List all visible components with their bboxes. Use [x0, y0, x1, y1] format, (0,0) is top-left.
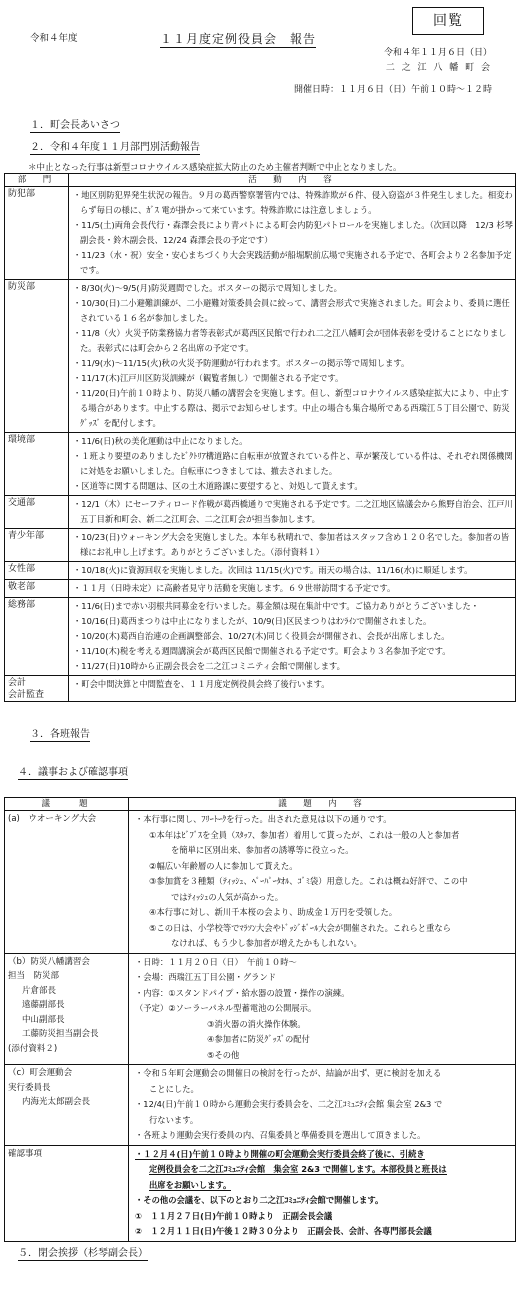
activity-cell — [69, 598, 516, 676]
activity-item: ・11/6(日)秋の美化運動は中止になりました。 — [73, 436, 248, 446]
agenda-title-line: 担当 防災部 — [8, 971, 60, 981]
agenda-content-line: ① １１月２７日(日)午前１０時より 正副会長会議 — [135, 1210, 333, 1221]
department-cell — [5, 496, 69, 529]
activity-item: ・10/16(日)葛西まつりは中止になりましたが、10/9(日)区民まつりはｵﾝﾗｲﾝで開催されました。 — [73, 616, 432, 626]
agenda-title-line: 遠藤副部長 — [22, 1000, 65, 1010]
agenda-title-line: 実行委員長 — [8, 1082, 51, 1093]
agenda-content-cell — [129, 811, 516, 954]
agenda-row — [5, 953, 516, 1065]
activity-item: ・10/23(日)ウォーキング大会を実施しました。本年も秋晴れで、参加者はスタッフ含め１２０名でした。参加者の皆様にお礼申し上げます。ありがとうございました。（添付資料１） — [73, 532, 510, 557]
activity-item: ・12/1（木）にセーフティロード作戦が葛西橋通りで実施される予定です。二之江地区協議会から熊野自治会、江戸川五丁目新和町会、新二之江町会、二之江町会が担当参加します。 — [73, 499, 513, 524]
department-name: 女性部 — [8, 564, 36, 574]
agenda-title-line: （c）町会運動会 — [8, 1068, 73, 1078]
activity-item: ・8/30(火)〜9/5(月)防災週間でした。ポスターの掲示で周知しました。 — [73, 283, 342, 293]
activity-item: ・区道等に関する問題は、区の土木道路課に要望すると、対処して貰えます。 — [73, 481, 363, 491]
agenda-title-line: （b）防災八幡講習会 — [8, 956, 90, 967]
agenda-title-line: 工藤防災担当副会長 — [22, 1029, 99, 1039]
activity-item: ・10/30(日)二小避難訓練が、二小避難対策委員会員に絞って、講習会形式で実施されました。町会より、委員に選任されている１６名が参加しました。 — [73, 298, 510, 323]
agenda-content-line: ・本行事に関し、ﾌﾘｰﾄｰｸを行った。出された意見は以下の通りです。 — [135, 814, 392, 824]
department-name: 総務部 — [8, 600, 36, 610]
agenda-content-line: なければ、もう少し参加者が増えたかもしれない。 — [171, 938, 362, 948]
agenda-content-line: ①本年はﾋﾞﾌﾞｽを全員（ｽﾀｯﾌ、参加者）着用して貰ったが、これは一般の人と参加者 — [149, 829, 460, 840]
agenda-row — [5, 1065, 516, 1146]
agenda-content-line: 行ないます。 — [149, 1114, 199, 1125]
agenda-content-line — [135, 1147, 512, 1163]
agenda-content-cell — [129, 953, 516, 1065]
activity-cell — [69, 187, 516, 280]
department-cell — [5, 562, 69, 580]
activity-item: ・11/6(日)まで赤い羽根共同募金を行いました。募金額は現在集計中です。ご協力ありがとうございました・ — [73, 601, 480, 611]
agenda-title-line: (添付資料２) — [8, 1043, 58, 1054]
department-cell — [5, 598, 69, 676]
section-5-heading: ５．閉会挨拶（杉琴副会長） — [18, 1248, 148, 1259]
section-4-heading: ４．議事および確認事項 — [18, 767, 128, 778]
agenda-content-line: ④本行事に対し、新川千本桜の会より、助成金１万円を受領した。 — [149, 907, 398, 917]
department-cell — [5, 433, 69, 496]
agenda-title-cell — [5, 953, 129, 1065]
agenda-content-line — [135, 1178, 512, 1194]
activity-row — [5, 433, 516, 496]
activity-cell — [69, 562, 516, 580]
header-agenda-content: 議 題 内 容 — [129, 798, 516, 811]
department-name: 交通部 — [8, 498, 36, 508]
activity-row — [5, 496, 516, 529]
document-title: １１月度定例役員会 報告 — [160, 32, 317, 46]
activity-report-table — [4, 173, 516, 702]
agenda-content-line: ・会場：西瑞江五丁目公園・グランド — [135, 972, 277, 982]
organization-name: 二 之 江 八 幡 町 会 — [385, 63, 492, 73]
department-cell — [5, 676, 69, 702]
underlined-text: 定例役員会を二之江ｺﾐｭﾆﾃｨ会館 集会室 2&3 で開催します。本部役員と班長は — [149, 1164, 447, 1174]
activity-cell — [69, 433, 516, 496]
activity-item: ・１班より要望のありましたﾋﾞｸﾄﾘｱ構道路に自転車が放置されている件と、草が繁茂している件は、それぞれ関係機関に対処をお願いしました。自転車につきましては、撤去されました。 — [73, 451, 513, 476]
department-name: 防災部 — [8, 282, 36, 292]
agenda-table — [4, 797, 516, 1242]
agenda-content-line: を簡単に区別出来、参加者の誘導等に役立った。 — [171, 845, 354, 855]
activity-row — [5, 187, 516, 280]
department-name: 会計 会計監査 — [8, 678, 45, 700]
activity-item: ・11/20(日)午前１０時より、防災八幡の講習会を実施します。但し、新型コロナウイルス感染症拡大により、中止する場合があります。中止する際は、掲示でお知らせします。中止の場合も集合場所である西瑞江５丁目公園で、防災ｸﾞｯｽﾞ を配付します。 — [73, 388, 510, 428]
agenda-title-line: 内海光太郎副会長 — [22, 1097, 91, 1107]
agenda-title-line: 片倉部長 — [22, 985, 57, 996]
activity-item: ・11/8（火）火災予防業務協力者等表彰式が葛西区民館で行われ二之江八幡町会が団体表彰を受けることになりました。表彰式には町会から２名出席の予定です。 — [73, 328, 507, 353]
agenda-content-line: ・12/4(日)午前１０時から運動会実行委員会を、二之江ｺﾐｭﾆﾃｨ会館 集会室 2&3 で — [135, 1099, 443, 1109]
fiscal-year: 令和４年度 — [30, 33, 78, 44]
activity-item: ・11/10(木)税を考える週間講演会が葛西区民館で開催される予定です。町会より３名参加予定です。 — [73, 646, 451, 656]
activity-cell — [69, 280, 516, 433]
agenda-content-line: ⑤この日は、小学校等でﾏﾗｿﾝ大会やﾄﾞｯｼﾞﾎﾞｰﾙ大会が開催された。これらと重なら — [149, 922, 451, 933]
meeting-datetime: 開催日時：１１月６日（日）午前１０時〜１２時 — [293, 85, 492, 95]
activity-row — [5, 280, 516, 433]
activity-row — [5, 562, 516, 580]
department-name: 敬老部 — [8, 582, 36, 592]
agenda-content-line: ・令和５年町会運動会の開催日の検討を行ったが、結論が出ず、更に検討を加える — [135, 1068, 442, 1078]
department-name: 環境部 — [8, 435, 36, 445]
activity-item: ・町会中間決算と中間監査を、１１月度定例役員会終了後行います。 — [73, 679, 330, 689]
activity-item: ・11/27(日)10時から正副会長会を二之江コミニティ会館で開催します。 — [73, 661, 345, 671]
activity-item: ・10/18(火)に資源回収を実施しました。次回は 11/15(火)です。雨天の場合は、11/16(水)に順延します。 — [73, 565, 473, 575]
activity-item: ・11/23（水・祝）安全・安心まちづくり大会実践活動が船堀駅前広場で実施される予定で、各町会より２名参加予定です。 — [73, 250, 512, 275]
section-1-heading: １．町会長あいさつ — [30, 120, 120, 131]
department-cell — [5, 187, 69, 280]
activity-item: ・11/17(木)江戸川区防災訓練が（観覧者無し）で開催される予定です。 — [73, 373, 344, 383]
agenda-title-cell — [5, 1065, 129, 1146]
activity-row — [5, 580, 516, 598]
activity-row — [5, 529, 516, 562]
report-date: 令和４年１１月６日（日） — [383, 48, 492, 58]
activity-cell — [69, 529, 516, 562]
agenda-content-line: ・その他の会議を、以下のとおり二之江ｺﾐｭﾆﾃｨ会館で開催します。 — [135, 1195, 384, 1205]
agenda-content-line: ② １２月１１日(日)午後１２時３０分より 正副会長、会計、各専門部長会議 — [135, 1226, 432, 1236]
agenda-title-line: 中山副部長 — [22, 1014, 65, 1025]
header-department: 部 門 — [5, 174, 69, 187]
activity-cell — [69, 496, 516, 529]
agenda-content-line: ②幅広い年齢層の人に参加して貰えた。 — [149, 860, 298, 871]
agenda-content-line: ではﾃｨｯｼｭの人気が高かった。 — [171, 891, 284, 902]
header-agenda: 議 題 — [5, 798, 129, 811]
agenda-content-line: ③参加賞を３種類（ﾃｨｯｼｭ、ﾍﾟｰﾊﾟｰﾀｵﾙ、ｺﾞﾐ袋）用意した。これは概ね好評で、この中 — [149, 876, 468, 886]
agenda-content-line: （予定）②ソーラーパネル型蓄電池の公開展示。 — [135, 1003, 317, 1013]
agenda-content-line — [135, 1162, 512, 1178]
agenda-content-cell — [129, 1145, 516, 1241]
activity-row — [5, 676, 516, 702]
activity-cell — [69, 676, 516, 702]
activity-item: ・10/20(木)葛西自治連の企画調整部会、10/27(木)同じく役員会が開催され、会長が出席しました。 — [73, 631, 450, 641]
underlined-text: ・１２月４(日)午前１０時より開催の町会運動会実行委員会終了後に、引続き — [135, 1148, 425, 1159]
agenda-row — [5, 1145, 516, 1241]
activity-item: ・１１月（日時未定）に高齢者見守り活動を実施します。６９世帯訪問する予定です。 — [73, 583, 396, 593]
agenda-content-line: ④参加者に防災ｸﾞｯｽﾞの配付 — [207, 1034, 310, 1044]
section-2-heading: ２．令和４年度１１月部門別活動報告 — [30, 142, 200, 153]
cancellation-note: ＊中止となった行事は新型コロナウイルス感染症拡大防止のため主催者判断で中止となりました。 — [28, 163, 402, 173]
agenda-content-line: ・日時：１１月２０日（日） 午前１０時〜 — [135, 956, 297, 967]
circulation-stamp: 回覧 — [412, 7, 484, 35]
section-3-heading: ３．各班報告 — [30, 729, 90, 740]
agenda-content-line: ・各班より運動会実行委員の内、召集委員と準備委員を選出して頂きました。 — [135, 1130, 426, 1140]
header-activity: 活 動 内 容 — [69, 174, 516, 187]
agenda-content-line: ・内容：①スタンドパイプ・給水器の設置・操作の演練。 — [135, 987, 350, 998]
department-cell — [5, 529, 69, 562]
agenda-content-line: ⑤その他 — [207, 1049, 240, 1060]
activity-item: ・地区別防犯界発生状況の報告。９月の葛西警察署管内では、特殊詐欺が６件、侵入窃盗が３件発生しました。相変わらず毎日の様に、ｶﾞｽ 電が掛かって来ています。特殊詐欺には注意しましょう。 — [73, 190, 513, 215]
activity-item: ・11/5(土)両角会長代行・森澤会長により青パトによる町会内防犯パトロールを実施しました。（次回以降 12/3 杉琴副会長・鈴木副会長、12/24 森澤会長の予定です） — [73, 220, 513, 245]
agenda-content-line: ことにした。 — [149, 1083, 199, 1094]
agenda-title-cell — [5, 811, 129, 954]
agenda-title-line: (a) ウオーキング大会 — [8, 814, 97, 824]
underlined-text: 出席をお願いします。 — [149, 1179, 232, 1190]
agenda-content-line: ③消火器の消火操作体験。 — [207, 1018, 306, 1029]
department-cell — [5, 280, 69, 433]
agenda-title-line: 確認事項 — [8, 1148, 43, 1159]
department-name: 防犯部 — [8, 189, 36, 199]
activity-item: ・11/9(水)〜11/15(火)秋の火災予防運動が行われます。ポスターの掲示等で周知します。 — [73, 358, 410, 368]
agenda-content-cell — [129, 1065, 516, 1146]
agenda-title-cell — [5, 1145, 129, 1241]
agenda-row — [5, 811, 516, 954]
department-name: 青少年部 — [8, 531, 45, 541]
activity-row — [5, 598, 516, 676]
activity-cell — [69, 580, 516, 598]
department-cell — [5, 580, 69, 598]
